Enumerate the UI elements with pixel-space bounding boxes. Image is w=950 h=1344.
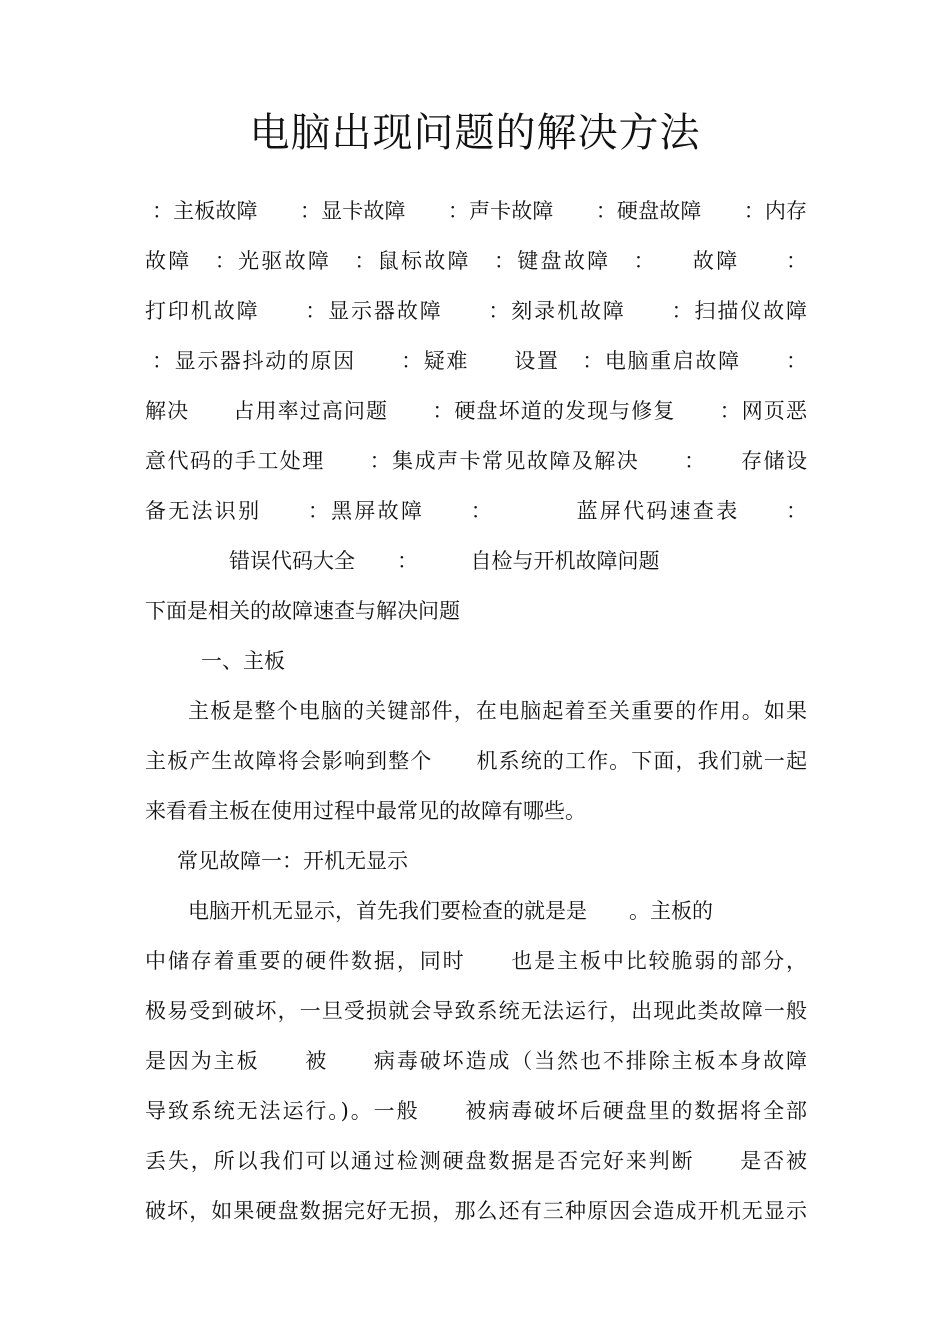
text-line-5: 解决 占用率过高问题 ：硬盘坏道的发现与修复 ：网页恶 — [145, 399, 807, 423]
text-line-17: 极易受到破坏，一旦受损就会导致系统无法运行，出现此类故障一般 — [145, 999, 807, 1023]
text-line-12: 主板产生故障将会影响到整个 机系统的工作。下面，我们就一起 — [145, 749, 807, 773]
text-line-9: 下面是相关的故障速查与解决问题 — [145, 599, 460, 623]
section-heading-motherboard: 一、主板 — [180, 649, 285, 673]
document-title: 电脑出现问题的解决方法 — [249, 110, 701, 156]
text-line-15: 电脑开机无显示，首先我们要检查的就是是 。主板的 — [188, 899, 713, 923]
text-line-6: 意代码的手工处理 ：集成声卡常见故障及解决 ： 存储设 — [145, 449, 807, 473]
text-line-16: 中储存着重要的硬件数据，同时 也是主板中比较脆弱的部分， — [145, 949, 807, 973]
text-line-2: 故障 ：光驱故障 ：鼠标故障 ：键盘故障 ： 故障 ： — [145, 249, 807, 273]
text-line-8: 错误代码大全 ： 自检与开机故障问题 — [187, 549, 660, 573]
text-line-7: 备无法识别 ：黑屏故障 ： 蓝屏代码速查表 ： — [145, 499, 807, 523]
text-line-13: 来看看主板在使用过程中最常见的故障有哪些。 — [145, 799, 586, 823]
text-line-1: ：主板故障 ：显卡故障 ：声卡故障 ：硬盘故障 ：内存 — [152, 199, 807, 223]
text-line-4: ：显示器抖动的原因 ：疑难 设置 ：电脑重启故障 ： — [152, 349, 807, 373]
text-line-3: 打印机故障 ：显示器故障 ：刻录机故障 ：扫描仪故障 — [145, 299, 807, 323]
text-line-21: 破坏，如果硬盘数据完好无损，那么还有三种原因会造成开机无显示 — [145, 1199, 807, 1223]
text-line-11: 主板是整个电脑的关键部件，在电脑起着至关重要的作用。如果 — [188, 699, 807, 723]
text-line-19: 导致系统无法运行。)。一般 被病毒破坏后硬盘里的数据将全部 — [145, 1099, 807, 1123]
text-line-18: 是因为主板 被 病毒破坏造成（当然也不排除主板本身故障 — [145, 1049, 807, 1073]
subheading-fault-1: 常见故障一：开机无显示 — [177, 849, 408, 873]
text-line-20: 丢失，所以我们可以通过检测硬盘数据是否完好来判断 是否被 — [145, 1149, 807, 1173]
